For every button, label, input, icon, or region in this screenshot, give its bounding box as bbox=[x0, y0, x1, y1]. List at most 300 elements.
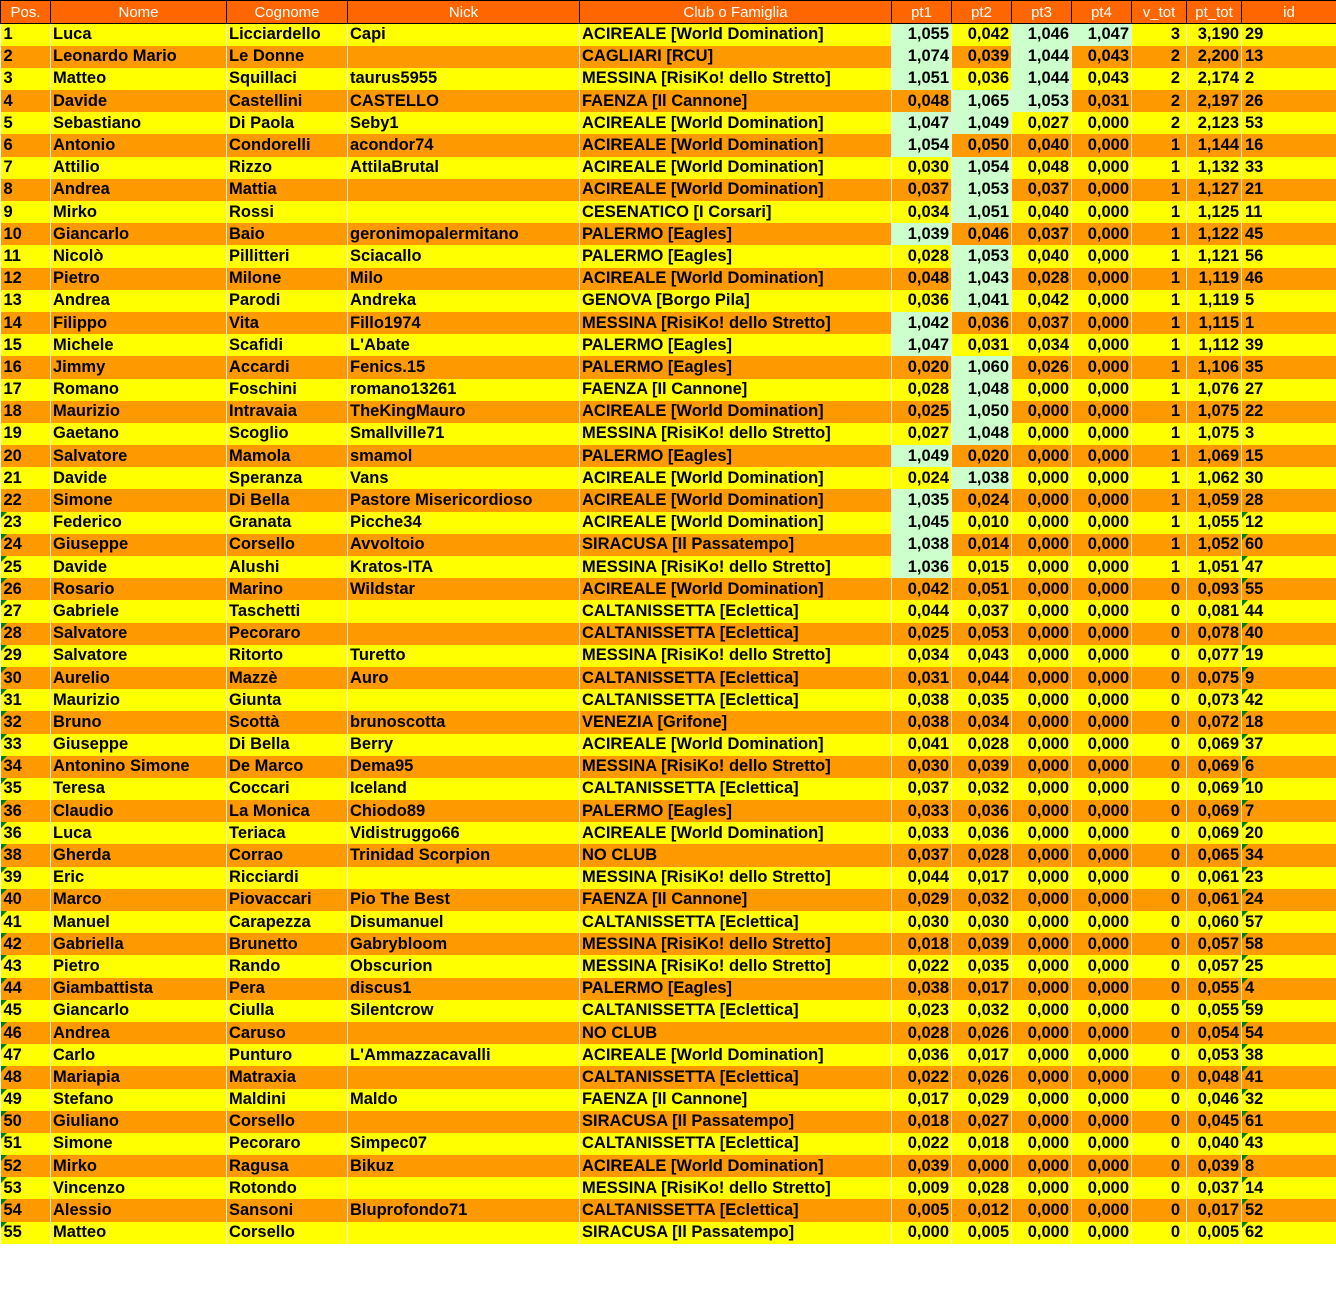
cell-pt-tot: 1,052 bbox=[1187, 534, 1242, 556]
cell-pt1: 0,048 bbox=[892, 90, 952, 112]
table-row bbox=[1, 423, 1336, 445]
cell-pt3: 0,000 bbox=[1012, 489, 1072, 511]
cell-v-tot: 0 bbox=[1132, 867, 1187, 889]
cell-pos: 44 bbox=[1, 978, 51, 1000]
cell-pt3: 0,000 bbox=[1012, 1022, 1072, 1044]
cell-nome: Marco bbox=[51, 889, 227, 911]
cell-pt3: 0,000 bbox=[1012, 534, 1072, 556]
cell-pos: 11 bbox=[1, 245, 51, 267]
column-header-cognome: Cognome bbox=[227, 1, 348, 24]
cell-pt-tot: 0,055 bbox=[1187, 1000, 1242, 1022]
cell-pt2: 0,046 bbox=[952, 223, 1012, 245]
cell-nick bbox=[348, 179, 580, 201]
cell-pt4: 0,000 bbox=[1072, 401, 1132, 423]
cell-pt3: 0,000 bbox=[1012, 645, 1072, 667]
cell-club: ACIREALE [World Domination] bbox=[580, 112, 892, 134]
cell-club: ACIREALE [World Domination] bbox=[580, 578, 892, 600]
cell-pt-tot: 0,046 bbox=[1187, 1089, 1242, 1111]
cell-club: CALTANISSETTA [Eclettica] bbox=[580, 1000, 892, 1022]
cell-v-tot: 0 bbox=[1132, 667, 1187, 689]
cell-pt-tot: 0,081 bbox=[1187, 600, 1242, 622]
cell-nome: Maurizio bbox=[51, 401, 227, 423]
cell-pt2: 0,015 bbox=[952, 556, 1012, 578]
cell-club: ACIREALE [World Domination] bbox=[580, 268, 892, 290]
cell-pt-tot: 0,065 bbox=[1187, 844, 1242, 866]
cell-pt3: 0,000 bbox=[1012, 467, 1072, 489]
cell-nome: Stefano bbox=[51, 1089, 227, 1111]
cell-pt-tot: 0,073 bbox=[1187, 689, 1242, 711]
cell-id: 1 bbox=[1242, 312, 1336, 334]
cell-id: 26 bbox=[1242, 90, 1336, 112]
cell-pos: 32 bbox=[1, 711, 51, 733]
cell-pt4: 0,031 bbox=[1072, 90, 1132, 112]
cell-pt4: 0,000 bbox=[1072, 1155, 1132, 1177]
cell-pt3: 1,044 bbox=[1012, 46, 1072, 68]
cell-pos: 54 bbox=[1, 1199, 51, 1221]
cell-pt2: 0,005 bbox=[952, 1222, 1012, 1244]
cell-nome: Antonino Simone bbox=[51, 756, 227, 778]
cell-club: CALTANISSETTA [Eclettica] bbox=[580, 911, 892, 933]
cell-pt4: 0,000 bbox=[1072, 933, 1132, 955]
cell-id: 25 bbox=[1242, 955, 1336, 977]
cell-id: 47 bbox=[1242, 556, 1336, 578]
cell-id: 58 bbox=[1242, 933, 1336, 955]
cell-pos: 9 bbox=[1, 201, 51, 223]
cell-nome: Attilio bbox=[51, 157, 227, 179]
cell-cognome: Mattia bbox=[227, 179, 348, 201]
cell-pt1: 0,034 bbox=[892, 645, 952, 667]
table-row bbox=[1, 68, 1336, 90]
cell-pt3: 0,042 bbox=[1012, 290, 1072, 312]
cell-cognome: Pecoraro bbox=[227, 1133, 348, 1155]
cell-pt4: 0,000 bbox=[1072, 534, 1132, 556]
cell-club: PALERMO [Eagles] bbox=[580, 978, 892, 1000]
cell-v-tot: 0 bbox=[1132, 1000, 1187, 1022]
cell-v-tot: 0 bbox=[1132, 756, 1187, 778]
cell-pos: 42 bbox=[1, 933, 51, 955]
cell-cognome: Ragusa bbox=[227, 1155, 348, 1177]
cell-cognome: Coccari bbox=[227, 778, 348, 800]
cell-nick: Capi bbox=[348, 24, 580, 46]
cell-pt1: 1,055 bbox=[892, 24, 952, 46]
cell-pt3: 0,000 bbox=[1012, 667, 1072, 689]
cell-pt2: 0,018 bbox=[952, 1133, 1012, 1155]
cell-pos: 25 bbox=[1, 556, 51, 578]
cell-pt-tot: 0,039 bbox=[1187, 1155, 1242, 1177]
cell-nome: Giancarlo bbox=[51, 223, 227, 245]
cell-v-tot: 0 bbox=[1132, 1199, 1187, 1221]
cell-nick: geronimopalermitano bbox=[348, 223, 580, 245]
cell-pt4: 0,000 bbox=[1072, 1133, 1132, 1155]
cell-pos: 8 bbox=[1, 179, 51, 201]
cell-pt3: 0,027 bbox=[1012, 112, 1072, 134]
column-header-pt-tot: pt_tot bbox=[1187, 1, 1242, 24]
cell-pt3: 0,000 bbox=[1012, 889, 1072, 911]
cell-pt4: 0,000 bbox=[1072, 112, 1132, 134]
cell-pos: 29 bbox=[1, 645, 51, 667]
table-row bbox=[1, 1155, 1336, 1177]
cell-nome: Davide bbox=[51, 556, 227, 578]
table-row bbox=[1, 978, 1336, 1000]
cell-pt3: 0,000 bbox=[1012, 423, 1072, 445]
cell-nome: Aurelio bbox=[51, 667, 227, 689]
table-row bbox=[1, 911, 1336, 933]
cell-pt2: 0,035 bbox=[952, 955, 1012, 977]
cell-cognome: Alushi bbox=[227, 556, 348, 578]
cell-pt2: 0,039 bbox=[952, 933, 1012, 955]
table-row bbox=[1, 800, 1336, 822]
column-header-pt4: pt4 bbox=[1072, 1, 1132, 24]
cell-pos: 46 bbox=[1, 1022, 51, 1044]
cell-pt3: 0,000 bbox=[1012, 1066, 1072, 1088]
cell-nome: Giuseppe bbox=[51, 534, 227, 556]
table-row bbox=[1, 822, 1336, 844]
cell-cognome: Ritorto bbox=[227, 645, 348, 667]
cell-pos: 16 bbox=[1, 356, 51, 378]
cell-club: MESSINA [RisiKo! dello Stretto] bbox=[580, 68, 892, 90]
cell-club: CALTANISSETTA [Eclettica] bbox=[580, 623, 892, 645]
cell-nick: Simpec07 bbox=[348, 1133, 580, 1155]
cell-pt4: 0,043 bbox=[1072, 46, 1132, 68]
cell-pt4: 0,000 bbox=[1072, 1089, 1132, 1111]
cell-nick: smamol bbox=[348, 445, 580, 467]
cell-cognome: Mazzè bbox=[227, 667, 348, 689]
cell-nome: Eric bbox=[51, 867, 227, 889]
cell-pt1: 1,035 bbox=[892, 489, 952, 511]
cell-id: 35 bbox=[1242, 356, 1336, 378]
cell-pt2: 0,044 bbox=[952, 667, 1012, 689]
table-row bbox=[1, 24, 1336, 46]
cell-pos: 35 bbox=[1, 778, 51, 800]
cell-nome: Maurizio bbox=[51, 689, 227, 711]
cell-v-tot: 1 bbox=[1132, 157, 1187, 179]
cell-cognome: Giunta bbox=[227, 689, 348, 711]
cell-pos: 39 bbox=[1, 867, 51, 889]
cell-pt3: 0,000 bbox=[1012, 1199, 1072, 1221]
cell-pt-tot: 0,053 bbox=[1187, 1044, 1242, 1066]
cell-pt-tot: 1,069 bbox=[1187, 445, 1242, 467]
cell-pt3: 0,000 bbox=[1012, 734, 1072, 756]
cell-pt-tot: 0,057 bbox=[1187, 955, 1242, 977]
cell-v-tot: 0 bbox=[1132, 955, 1187, 977]
table-row bbox=[1, 1199, 1336, 1221]
cell-nick: Auro bbox=[348, 667, 580, 689]
cell-cognome: Pillitteri bbox=[227, 245, 348, 267]
cell-club: FAENZA [Il Cannone] bbox=[580, 1089, 892, 1111]
cell-pt1: 1,051 bbox=[892, 68, 952, 90]
cell-pt4: 0,000 bbox=[1072, 556, 1132, 578]
cell-club: CALTANISSETTA [Eclettica] bbox=[580, 778, 892, 800]
cell-pt2: 1,053 bbox=[952, 245, 1012, 267]
cell-pt2: 1,065 bbox=[952, 90, 1012, 112]
cell-pt1: 1,039 bbox=[892, 223, 952, 245]
cell-pt3: 0,026 bbox=[1012, 356, 1072, 378]
table-row bbox=[1, 556, 1336, 578]
cell-club: NO CLUB bbox=[580, 844, 892, 866]
cell-pt2: 0,017 bbox=[952, 867, 1012, 889]
cell-nome: Gabriella bbox=[51, 933, 227, 955]
cell-pt2: 1,053 bbox=[952, 179, 1012, 201]
cell-pt1: 0,048 bbox=[892, 268, 952, 290]
cell-pt-tot: 1,127 bbox=[1187, 179, 1242, 201]
cell-pt2: 0,027 bbox=[952, 1111, 1012, 1133]
cell-id: 44 bbox=[1242, 600, 1336, 622]
cell-v-tot: 0 bbox=[1132, 1177, 1187, 1199]
cell-pos: 21 bbox=[1, 467, 51, 489]
cell-v-tot: 2 bbox=[1132, 90, 1187, 112]
cell-nome: Rosario bbox=[51, 578, 227, 600]
table-row bbox=[1, 867, 1336, 889]
cell-pt3: 0,000 bbox=[1012, 711, 1072, 733]
table-row bbox=[1, 600, 1336, 622]
cell-nome: Salvatore bbox=[51, 445, 227, 467]
cell-pt3: 0,040 bbox=[1012, 134, 1072, 156]
cell-cognome: Corrao bbox=[227, 844, 348, 866]
table-row bbox=[1, 157, 1336, 179]
table-row bbox=[1, 1111, 1336, 1133]
cell-pt3: 0,000 bbox=[1012, 1000, 1072, 1022]
cell-cognome: Vita bbox=[227, 312, 348, 334]
table-row bbox=[1, 734, 1336, 756]
cell-pt4: 0,000 bbox=[1072, 689, 1132, 711]
cell-nick bbox=[348, 201, 580, 223]
cell-cognome: Scoglio bbox=[227, 423, 348, 445]
cell-id: 42 bbox=[1242, 689, 1336, 711]
cell-pt-tot: 1,132 bbox=[1187, 157, 1242, 179]
cell-id: 8 bbox=[1242, 1155, 1336, 1177]
cell-v-tot: 0 bbox=[1132, 1155, 1187, 1177]
cell-nome: Simone bbox=[51, 489, 227, 511]
cell-pt3: 0,000 bbox=[1012, 778, 1072, 800]
cell-nick bbox=[348, 1222, 580, 1244]
cell-nick bbox=[348, 600, 580, 622]
cell-pt4: 0,000 bbox=[1072, 356, 1132, 378]
cell-club: SIRACUSA [Il Passatempo] bbox=[580, 1222, 892, 1244]
cell-pt4: 0,000 bbox=[1072, 1177, 1132, 1199]
cell-pt2: 1,050 bbox=[952, 401, 1012, 423]
cell-nome: Federico bbox=[51, 512, 227, 534]
cell-nick: Kratos-ITA bbox=[348, 556, 580, 578]
cell-pos: 53 bbox=[1, 1177, 51, 1199]
cell-pt1: 0,029 bbox=[892, 889, 952, 911]
cell-pt-tot: 1,051 bbox=[1187, 556, 1242, 578]
cell-pos: 22 bbox=[1, 489, 51, 511]
cell-id: 55 bbox=[1242, 578, 1336, 600]
cell-club: MESSINA [RisiKo! dello Stretto] bbox=[580, 1177, 892, 1199]
table-row bbox=[1, 1066, 1336, 1088]
column-header-nick: Nick bbox=[348, 1, 580, 24]
cell-pt2: 0,036 bbox=[952, 312, 1012, 334]
cell-pos: 36 bbox=[1, 822, 51, 844]
cell-pt4: 0,000 bbox=[1072, 578, 1132, 600]
cell-pt-tot: 1,122 bbox=[1187, 223, 1242, 245]
cell-nick: Bikuz bbox=[348, 1155, 580, 1177]
cell-pt2: 0,039 bbox=[952, 46, 1012, 68]
cell-nome: Matteo bbox=[51, 1222, 227, 1244]
cell-pt4: 0,000 bbox=[1072, 1222, 1132, 1244]
cell-nome: Pietro bbox=[51, 955, 227, 977]
cell-nick: Seby1 bbox=[348, 112, 580, 134]
cell-pt-tot: 0,075 bbox=[1187, 667, 1242, 689]
cell-pos: 41 bbox=[1, 911, 51, 933]
cell-v-tot: 0 bbox=[1132, 1111, 1187, 1133]
cell-pt1: 0,038 bbox=[892, 689, 952, 711]
table-row bbox=[1, 689, 1336, 711]
cell-v-tot: 0 bbox=[1132, 1133, 1187, 1155]
cell-pt1: 0,044 bbox=[892, 600, 952, 622]
cell-v-tot: 0 bbox=[1132, 1022, 1187, 1044]
cell-pos: 4 bbox=[1, 90, 51, 112]
cell-pt2: 0,014 bbox=[952, 534, 1012, 556]
cell-pt2: 0,036 bbox=[952, 800, 1012, 822]
cell-nome: Michele bbox=[51, 334, 227, 356]
cell-nome: Andrea bbox=[51, 290, 227, 312]
cell-cognome: Punturo bbox=[227, 1044, 348, 1066]
cell-pt4: 0,000 bbox=[1072, 911, 1132, 933]
cell-nick: Milo bbox=[348, 268, 580, 290]
cell-nome: Teresa bbox=[51, 778, 227, 800]
cell-pt-tot: 0,078 bbox=[1187, 623, 1242, 645]
cell-club: CALTANISSETTA [Eclettica] bbox=[580, 1199, 892, 1221]
cell-pos: 17 bbox=[1, 379, 51, 401]
cell-pt4: 0,000 bbox=[1072, 623, 1132, 645]
cell-pt1: 0,028 bbox=[892, 245, 952, 267]
cell-pos: 36 bbox=[1, 800, 51, 822]
cell-v-tot: 0 bbox=[1132, 689, 1187, 711]
cell-club: SIRACUSA [Il Passatempo] bbox=[580, 1111, 892, 1133]
cell-club: MESSINA [RisiKo! dello Stretto] bbox=[580, 556, 892, 578]
cell-pt3: 0,000 bbox=[1012, 1111, 1072, 1133]
cell-pt2: 0,036 bbox=[952, 68, 1012, 90]
cell-nick: Obscurion bbox=[348, 955, 580, 977]
cell-pt1: 0,022 bbox=[892, 955, 952, 977]
cell-pt2: 1,051 bbox=[952, 201, 1012, 223]
cell-club: ACIREALE [World Domination] bbox=[580, 1155, 892, 1177]
cell-v-tot: 1 bbox=[1132, 201, 1187, 223]
table-row bbox=[1, 489, 1336, 511]
cell-nick: TheKingMauro bbox=[348, 401, 580, 423]
cell-pt3: 0,000 bbox=[1012, 445, 1072, 467]
cell-pt-tot: 1,059 bbox=[1187, 489, 1242, 511]
cell-pos: 26 bbox=[1, 578, 51, 600]
cell-pt2: 0,037 bbox=[952, 600, 1012, 622]
cell-pt-tot: 2,197 bbox=[1187, 90, 1242, 112]
cell-pt3: 0,037 bbox=[1012, 312, 1072, 334]
cell-pos: 23 bbox=[1, 512, 51, 534]
cell-club: FAENZA [Il Cannone] bbox=[580, 90, 892, 112]
cell-id: 7 bbox=[1242, 800, 1336, 822]
column-header-pos: Pos. bbox=[1, 1, 51, 24]
cell-club: VENEZIA [Grifone] bbox=[580, 711, 892, 733]
cell-nick: L'Abate bbox=[348, 334, 580, 356]
cell-pos: 27 bbox=[1, 600, 51, 622]
cell-id: 37 bbox=[1242, 734, 1336, 756]
cell-nome: Salvatore bbox=[51, 623, 227, 645]
cell-pt3: 0,000 bbox=[1012, 756, 1072, 778]
cell-pt1: 0,023 bbox=[892, 1000, 952, 1022]
cell-cognome: Granata bbox=[227, 512, 348, 534]
table-row bbox=[1, 645, 1336, 667]
cell-pt3: 0,000 bbox=[1012, 933, 1072, 955]
cell-pt1: 0,020 bbox=[892, 356, 952, 378]
cell-id: 59 bbox=[1242, 1000, 1336, 1022]
cell-pt-tot: 1,112 bbox=[1187, 334, 1242, 356]
cell-v-tot: 2 bbox=[1132, 68, 1187, 90]
cell-nome: Salvatore bbox=[51, 645, 227, 667]
table-row bbox=[1, 534, 1336, 556]
cell-pt-tot: 2,123 bbox=[1187, 112, 1242, 134]
cell-pt4: 0,000 bbox=[1072, 179, 1132, 201]
cell-v-tot: 2 bbox=[1132, 112, 1187, 134]
cell-nick: Maldo bbox=[348, 1089, 580, 1111]
column-header-id: id bbox=[1242, 1, 1336, 24]
cell-pt1: 0,018 bbox=[892, 933, 952, 955]
cell-pt-tot: 0,040 bbox=[1187, 1133, 1242, 1155]
cell-pt4: 0,000 bbox=[1072, 201, 1132, 223]
cell-nome: Gherda bbox=[51, 844, 227, 866]
cell-pt2: 1,049 bbox=[952, 112, 1012, 134]
cell-id: 19 bbox=[1242, 645, 1336, 667]
cell-v-tot: 1 bbox=[1132, 134, 1187, 156]
cell-nome: Leonardo Mario bbox=[51, 46, 227, 68]
cell-pt-tot: 0,093 bbox=[1187, 578, 1242, 600]
cell-pt4: 0,000 bbox=[1072, 1022, 1132, 1044]
cell-club: FAENZA [Il Cannone] bbox=[580, 379, 892, 401]
cell-nick bbox=[348, 623, 580, 645]
cell-pt4: 0,000 bbox=[1072, 312, 1132, 334]
cell-nick: Trinidad Scorpion bbox=[348, 844, 580, 866]
cell-cognome: Squillaci bbox=[227, 68, 348, 90]
cell-pt1: 0,027 bbox=[892, 423, 952, 445]
table-row bbox=[1, 578, 1336, 600]
cell-id: 16 bbox=[1242, 134, 1336, 156]
cell-pt2: 0,032 bbox=[952, 1000, 1012, 1022]
cell-pt4: 0,000 bbox=[1072, 711, 1132, 733]
table-body bbox=[1, 24, 1336, 1244]
table-row bbox=[1, 90, 1336, 112]
column-header-nome: Nome bbox=[51, 1, 227, 24]
cell-pt3: 0,028 bbox=[1012, 268, 1072, 290]
cell-cognome: Sansoni bbox=[227, 1199, 348, 1221]
cell-v-tot: 0 bbox=[1132, 623, 1187, 645]
cell-club: MESSINA [RisiKo! dello Stretto] bbox=[580, 312, 892, 334]
cell-pt1: 0,033 bbox=[892, 800, 952, 822]
column-header-v-tot: v_tot bbox=[1132, 1, 1187, 24]
cell-pt1: 0,044 bbox=[892, 867, 952, 889]
cell-pos: 19 bbox=[1, 423, 51, 445]
table-row bbox=[1, 1022, 1336, 1044]
cell-cognome: Maldini bbox=[227, 1089, 348, 1111]
cell-pt4: 0,000 bbox=[1072, 734, 1132, 756]
cell-pt3: 0,000 bbox=[1012, 978, 1072, 1000]
cell-pt1: 0,028 bbox=[892, 379, 952, 401]
cell-club: ACIREALE [World Domination] bbox=[580, 134, 892, 156]
table-row bbox=[1, 379, 1336, 401]
cell-pt4: 0,000 bbox=[1072, 489, 1132, 511]
cell-pt4: 0,000 bbox=[1072, 844, 1132, 866]
cell-pt1: 1,036 bbox=[892, 556, 952, 578]
cell-id: 28 bbox=[1242, 489, 1336, 511]
table-row bbox=[1, 201, 1336, 223]
cell-pt4: 0,000 bbox=[1072, 756, 1132, 778]
cell-v-tot: 1 bbox=[1132, 268, 1187, 290]
cell-v-tot: 1 bbox=[1132, 290, 1187, 312]
cell-nome: Mariapia bbox=[51, 1066, 227, 1088]
cell-v-tot: 0 bbox=[1132, 911, 1187, 933]
cell-pt1: 0,030 bbox=[892, 911, 952, 933]
cell-v-tot: 1 bbox=[1132, 445, 1187, 467]
cell-pt1: 1,074 bbox=[892, 46, 952, 68]
